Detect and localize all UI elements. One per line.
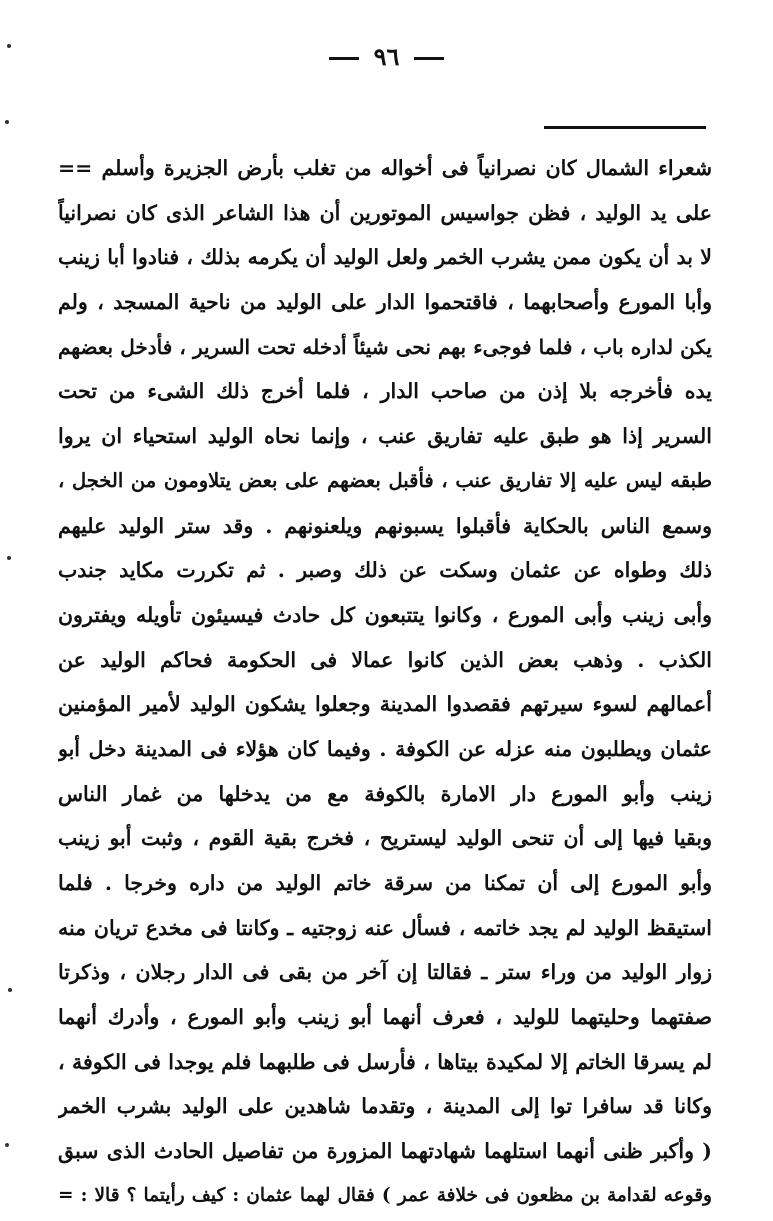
text-line: أعمالهم لسوء سيرتهم فقصدوا المدينة وجعلوا يشكون الوليد لأمير المؤمنين <box>58 692 712 717</box>
text-line: لم يسرقا الخاتم إلا لمكيدة بيتاها ، فأرسل فى طلبهما فلم يوجدا فى الكوفة ، <box>58 1049 712 1074</box>
text-line: عثمان ويطلبون منه عزله عن الكوفة . وفيما كان هؤلاء فى المدينة دخل أبو <box>58 736 712 761</box>
text-line: ذلك وطواه عن عثمان وسكت عن ذلك وصبر . ثم تكررت مكايد جندب <box>58 558 712 583</box>
text-line: الكذب . وذهب بعض الذين كانوا عمالا فى الحكومة فحاكم الوليد عن <box>58 647 712 672</box>
page-number-dash-right <box>414 57 444 60</box>
text-line: زوار الوليد من وراء ستر ـ فقالتا إن آخر من بقى فى الدار رجلان ، وذكرتا <box>58 960 712 985</box>
body-text <box>58 146 712 1219</box>
text-line: يده فأخرجه بلا إذن من صاحب الدار ، فلما أخرج ذلك الشىء من تحت <box>58 379 712 404</box>
text-line: زينب وأبو المورع دار الامارة بالكوفة مع من يدخلها من غمار الناس <box>58 781 712 806</box>
text-line: وقوعه لقدامة بن مظعون فى خلافة عمر ) فقال لهما عثمان : كيف رأيتما ؟ قالا : = <box>58 1184 712 1206</box>
text-line: وأبى زينب وأبى المورع ، وكانوا يتتبعون كل حادث فيسيئون تأويله ويفترون <box>58 602 712 627</box>
text-line: وسمع الناس بالحكاية فأقبلوا يسبونهم ويلعنونهم . وقد ستر الوليد عليهم <box>58 513 712 538</box>
text-line: وأبو المورع إلى أن تمكنا من سرقة خاتم الوليد من داره وخرجا . فلما <box>58 871 712 895</box>
margin-mark <box>5 1143 9 1147</box>
text-line: ( وأكبر ظنى أنهما استلهما شهادتهما المزورة من تفاصيل الحادث الذى سبق <box>58 1139 712 1164</box>
page-number-dash-left <box>329 57 359 60</box>
text-line: طبقه ليس عليه إلا تفاريق عنب ، فأقبل بعضهم على بعض يتلاومون من الخجل ، <box>58 468 712 492</box>
text-line: استيقظ الوليد لم يجد خاتمه ، فسأل عنه زوجتيه ـ وكانتا فى مخدع تريان منه <box>58 915 712 940</box>
text-line: وأبا المورع وأصحابهما ، فاقتحموا الدار على الوليد من ناحية المسجد ، ولم <box>58 290 712 315</box>
text-line: وكانا قد سافرا توا إلى المدينة ، وتقدما شاهدين على الوليد بشرب الخمر <box>58 1094 712 1119</box>
text-line: لا بد أن يكون ممن يشرب الخمر ولعل الوليد أن يكرمه بذلك ، فنادوا أبا زينب <box>58 245 712 270</box>
footnote-rule <box>544 126 706 129</box>
margin-mark <box>7 556 11 560</box>
margin-mark <box>5 120 9 124</box>
page-number-value: ٩٦ <box>373 42 400 71</box>
text-line: على يد الوليد ، فظن جواسيس الموتورين أن هذا الشاعر الذى كان نصرانياً <box>58 200 712 225</box>
margin-mark <box>7 44 11 48</box>
text-line: صفتهما وحليتهما للوليد ، فعرف أنهما أبو زينب وأبو المورع ، وأدرك أنهما <box>58 1005 712 1030</box>
text-line: يكن لداره باب ، فلما فوجىء بهم نحى شيئاً أدخله تحت السرير ، فأدخل بعضهم <box>58 334 712 359</box>
margin-mark <box>8 988 12 992</box>
page-number <box>0 42 773 71</box>
text-line: وبقيا فيها إلى أن تنحى الوليد ليستريح ، فخرج بقية القوم ، وثبت أبو زينب <box>58 826 712 851</box>
text-line: شعراء الشمال كان نصرانياً فى أخواله من تغلب بأرض الجزيرة وأسلم == <box>58 156 712 180</box>
text-line: السرير إذا هو طبق عليه تفاريق عنب ، وإنما نحاه الوليد استحياء ان يروا <box>58 424 712 449</box>
